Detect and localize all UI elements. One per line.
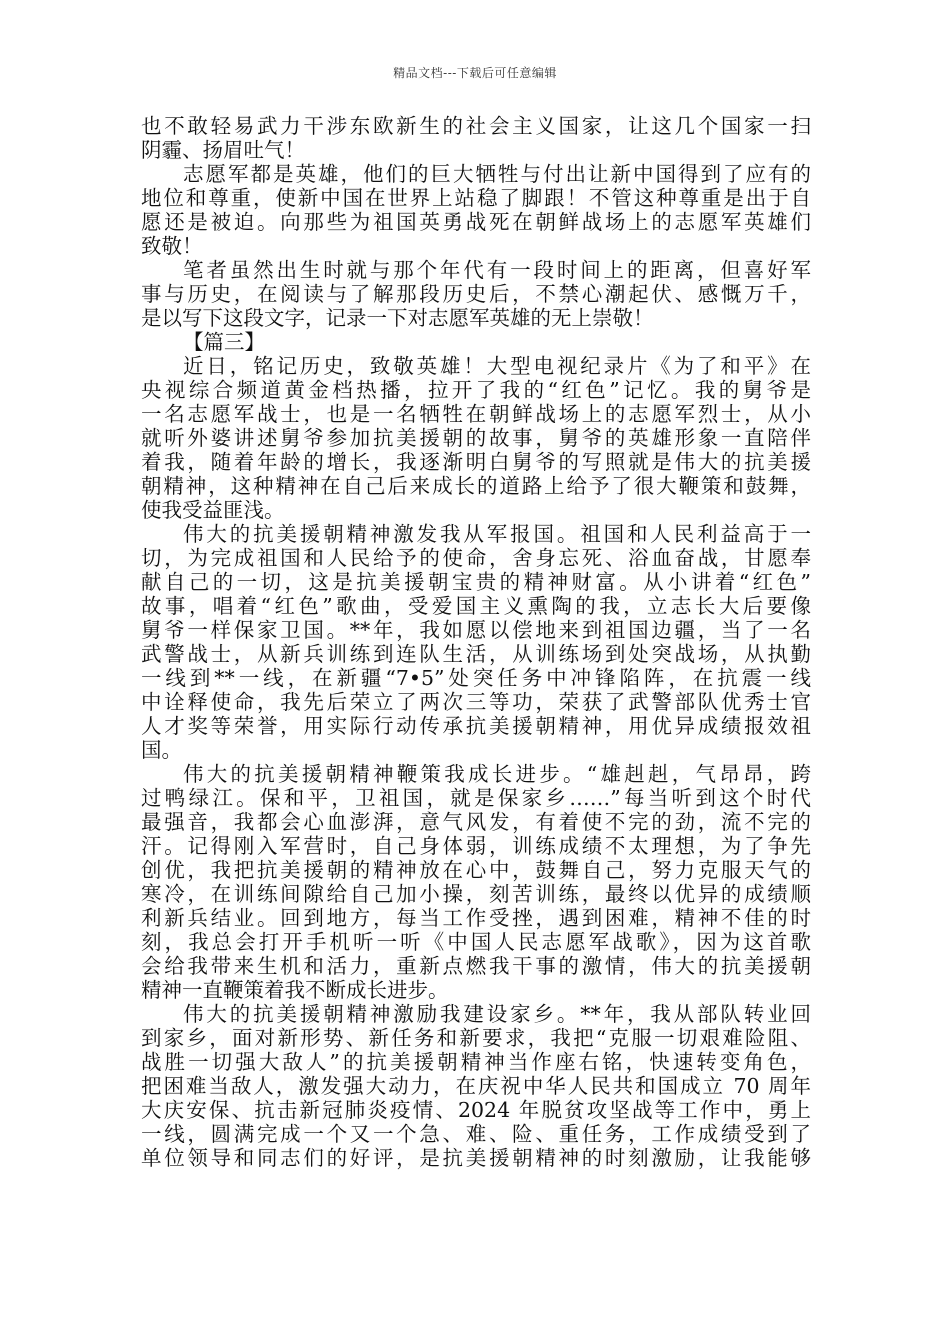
text-line: 战胜一切强大敌人”的抗美援朝精神当作座右铭，快速转变角色，	[141, 1050, 811, 1074]
text-line: 创优，我把抗美援朝的精神放在心中，鼓舞自己，努力克服天气的	[141, 858, 811, 882]
text-line: 伟大的抗美援朝精神激发我从军报国。祖国和人民利益高于一	[183, 522, 811, 546]
text-line: 献自己的一切，这是抗美援朝宝贵的精神财富。从小讲着“红色”	[141, 570, 811, 594]
text-line: 中诠释使命，我先后荣立了两次三等功，荣获了武警部队优秀士官	[141, 690, 811, 714]
text-line: 切，为完成祖国和人民给予的使命，舍身忘死、浴血奋战，甘愿奉	[141, 546, 811, 570]
text-line: 武警战士，从新兵训练到连队生活，从训练场到处突战场，从执勤	[141, 642, 811, 666]
text-line: 致敬！	[141, 234, 203, 258]
text-line: 伟大的抗美援朝精神鞭策我成长进步。“雄赳赳，气昂昂，跨	[183, 762, 811, 786]
text-line: 也不敢轻易武力干涉东欧新生的社会主义国家，让这几个国家一扫	[141, 114, 811, 138]
text-line: 是以写下这段文字，记录一下对志愿军英雄的无上崇敬！	[141, 306, 654, 330]
text-line: 把困难当敌人，激发强大动力，在庆祝中华人民共和国成立 70 周年	[141, 1074, 811, 1098]
text-line: 央视综合频道黄金档热播，拉开了我的“红色”记忆。我的舅爷是	[141, 378, 811, 402]
text-line: 伟大的抗美援朝精神激励我建设家乡。**年，我从部队转业回	[183, 1002, 811, 1026]
text-line: 单位领导和同志们的好评，是抗美援朝精神的时刻激励，让我能够	[141, 1146, 811, 1170]
text-line: 过鸭绿江。保和平，卫祖国，就是保家乡……”每当听到这个时代	[141, 786, 811, 810]
text-line: 会给我带来生机和活力，重新点燃我干事的激情，伟大的抗美援朝	[141, 954, 811, 978]
text-line: 事与历史，在阅读与了解那段历史后，不禁心潮起伏、感慨万千，	[141, 282, 811, 306]
text-line: 志愿军都是英雄，他们的巨大牺牲与付出让新中国得到了应有的	[183, 162, 811, 186]
section-heading: 【篇三】	[183, 330, 265, 354]
document-body	[141, 114, 811, 1170]
text-line: 利新兵结业。回到地方，每当工作受挫，遇到困难，精神不佳的时	[141, 906, 811, 930]
text-line: 最强音，我都会心血澎湃，意气风发，有着使不完的劲，流不完的	[141, 810, 811, 834]
text-line: 大庆安保、抗击新冠肺炎疫情、2024 年脱贫攻坚战等工作中，勇上	[141, 1098, 811, 1122]
text-line: 使我受益匪浅。	[141, 498, 285, 522]
text-line: 阴霾、扬眉吐气！	[141, 138, 305, 162]
text-line: 着我，随着年龄的增长，我逐渐明白舅爷的写照就是伟大的抗美援	[141, 450, 811, 474]
text-line: 舅爷一样保家卫国。**年，我如愿以偿地来到祖国边疆，当了一名	[141, 618, 811, 642]
text-line: 国。	[141, 738, 182, 762]
text-line: 人才奖等荣誉，用实际行动传承抗美援朝精神，用优异成绩报效祖	[141, 714, 811, 738]
text-line: 刻，我总会打开手机听一听《中国人民志愿军战歌》，因为这首歌	[141, 930, 811, 954]
text-line: 近日，铭记历史，致敬英雄！大型电视纪录片《为了和平》在	[183, 354, 811, 378]
text-line: 到家乡，面对新形势、新任务和新要求，我把“克服一切艰难险阻、	[141, 1026, 811, 1050]
text-line: 朝精神，这种精神在自己后来成长的道路上给予了很大鞭策和鼓舞，	[141, 474, 811, 498]
text-line: 一名志愿军战士，也是一名牺牲在朝鲜战场上的志愿军烈士，从小	[141, 402, 811, 426]
text-line: 精神一直鞭策着我不断成长进步。	[141, 978, 449, 1002]
text-line: 汗。记得刚入军营时，自己身体弱，训练成绩不太理想，为了争先	[141, 834, 811, 858]
text-line: 一线到**一线，在新疆“7•5”处突任务中冲锋陷阵，在抗震一线	[141, 666, 811, 690]
text-line: 一线，圆满完成一个又一个急、难、险、重任务，工作成绩受到了	[141, 1122, 811, 1146]
text-line: 故事，唱着“红色”歌曲，受爱国主义熏陶的我，立志长大后要像	[141, 594, 811, 618]
text-line: 地位和尊重，使新中国在世界上站稳了脚跟！不管这种尊重是出于自	[141, 186, 811, 210]
text-line: 就听外婆讲述舅爷参加抗美援朝的故事，舅爷的英雄形象一直陪伴	[141, 426, 811, 450]
text-line: 笔者虽然出生时就与那个年代有一段时间上的距离，但喜好军	[183, 258, 811, 282]
text-line: 寒冷，在训练间隙给自己加小操，刻苦训练，最终以优异的成绩顺	[141, 882, 811, 906]
page-header: 精品文档---下载后可任意编辑	[393, 66, 557, 80]
text-line: 愿还是被迫。向那些为祖国英勇战死在朝鲜战场上的志愿军英雄们	[141, 210, 811, 234]
